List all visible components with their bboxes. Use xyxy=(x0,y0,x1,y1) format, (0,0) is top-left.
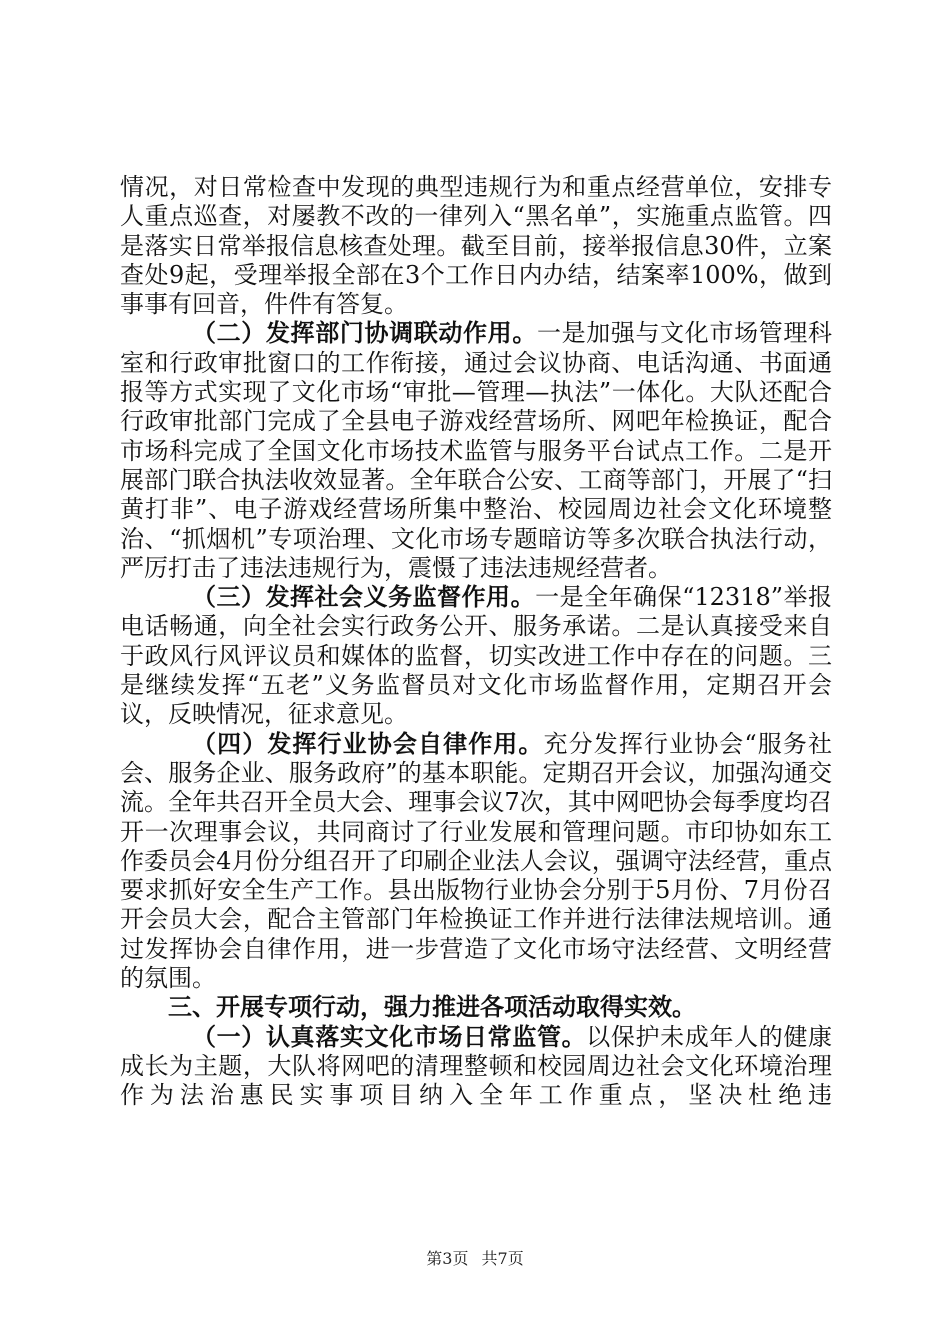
paragraph-2-text: 一是加强与文化市场管理科室和行政审批窗口的工作衔接，通过会议协商、电话沟通、书面通报等方式实现了文化市场“审批—管理—执法”一体化。大队还配合行政审批部门完成了全县电子游戏经营场所、网吧年检换证，配合市场科完成了全国文化市场技术监管与服务平台试点工作。二是开展部门联合执法收效显著。全年联合公安、工商等部门，开展了“扫黄打非”、电子游戏经营场所集中整治、校园周边社会文化环境整治、“抓烟机”专项治理、文化市场专题暗访等多次联合执法行动，严厉打击了违法违规行为，震慑了违法违规经营者。 xyxy=(120,319,833,582)
page-number: 第3页 xyxy=(426,1249,469,1268)
page-total: 共7页 xyxy=(481,1249,524,1268)
paragraph-4-heading: （四）发挥行业协会自律作用。 xyxy=(192,729,544,758)
paragraph-4 xyxy=(120,730,832,994)
section-heading-3-text: 三、开展专项行动，强力推进各项活动取得实效。 xyxy=(168,993,696,1022)
paragraph-5-text: 以保护未成年人的健康成长为主题，大队将网吧的清理整顿和校园周边社会文化环境治理作为法治惠民实事项目纳入全年工作重点，坚决杜绝违 xyxy=(120,1022,833,1110)
page-footer xyxy=(0,1246,950,1269)
paragraph-4-text: 充分发挥行业协会“服务社会、服务企业、服务政府”的基本职能。定期召开会议，加强沟通交流。全年共召开全员大会、理事会议7次，其中网吧协会每季度均召开一次理事会议，共同商讨了行业发展和管理问题。市印协如东工作委员会4月份分组召开了印刷企业法人会议，强调守法经营，重点要求抓好安全生产工作。县出版物行业协会分别于5月份、7月份召开会员大会，配合主管部门年检换证工作并进行法律法规培训。通过发挥协会自律作用，进一步营造了文化市场守法经营、文明经营的氛围。 xyxy=(120,729,832,993)
section-heading-3 xyxy=(120,993,832,1022)
paragraph-3-heading: （三）发挥社会义务监督作用。 xyxy=(192,583,536,612)
paragraph-2-heading: （二）发挥部门协调联动作用。 xyxy=(192,319,537,348)
document-body xyxy=(120,173,832,1111)
paragraph-5-heading: （一）认真落实文化市场日常监管。 xyxy=(192,1022,587,1051)
paragraph-3-text: 一是全年确保“12318”举报电话畅通，向全社会实行政务公开、服务承诺。二是认真接受来自于政风行风评议员和媒体的监督，切实改进工作中存在的问题。三是继续发挥“五老”义务监督员对文化市场监督作用，定期召开会议，反映情况，征求意见。 xyxy=(120,583,833,729)
paragraph-1 xyxy=(120,173,832,319)
paragraph-1-text: 情况，对日常检查中发现的典型违规行为和重点经营单位，安排专人重点巡查，对屡教不改的一律列入“黑名单”，实施重点监管。四是落实日常举报信息核查处理。截至目前，接举报信息30件，立案查处9起，受理举报全部在3个工作日内办结，结案率100%，做到事事有回音，件件有答复。 xyxy=(120,173,832,319)
paragraph-3 xyxy=(120,583,832,729)
paragraph-5 xyxy=(120,1023,832,1111)
paragraph-2 xyxy=(120,319,832,583)
